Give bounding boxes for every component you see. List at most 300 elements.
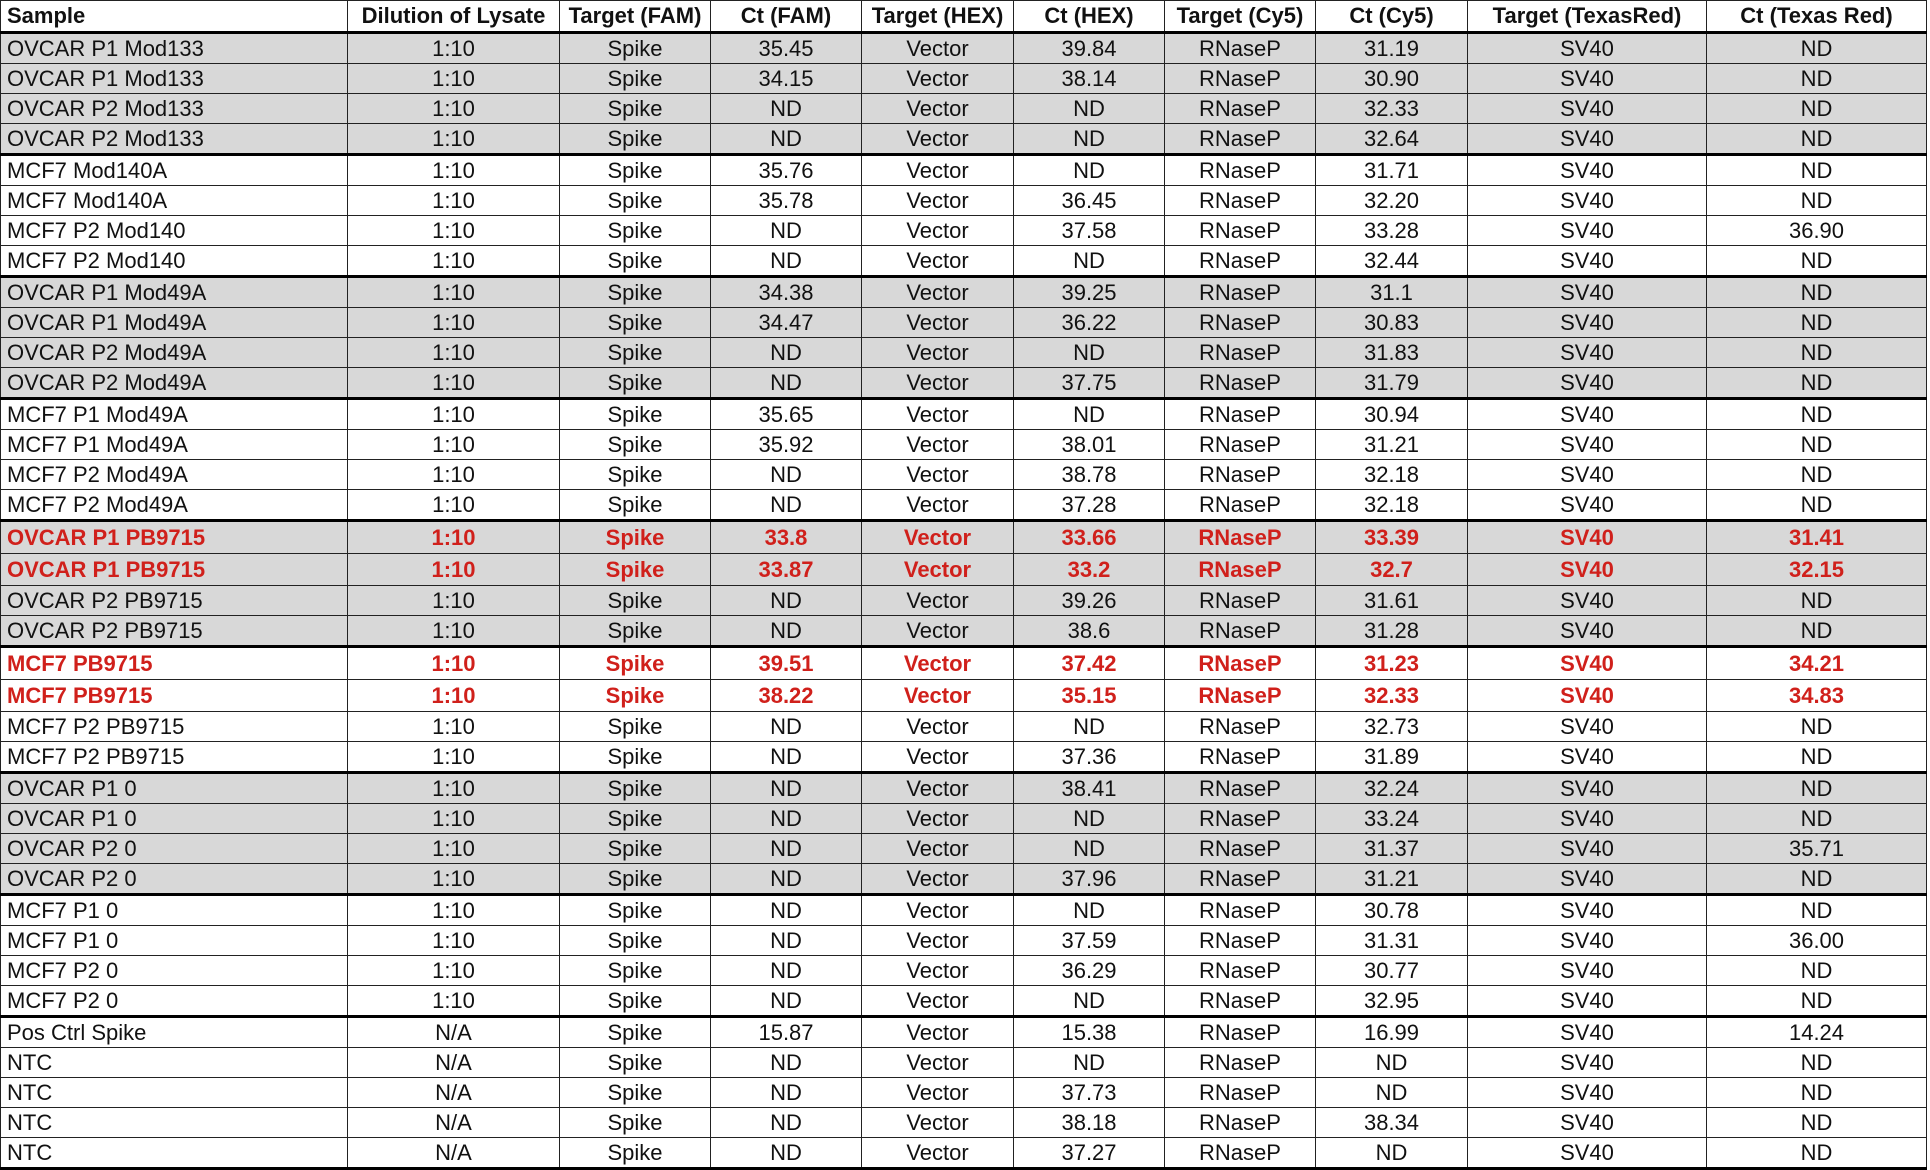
cell-ct-hex: 15.38 — [1014, 1017, 1165, 1048]
cell-target-cy5: RNaseP — [1165, 895, 1316, 926]
cell-target-cy5: RNaseP — [1165, 124, 1316, 155]
cell-ct-texasred: 36.90 — [1707, 216, 1927, 246]
cell-ct-texasred: ND — [1707, 490, 1927, 521]
cell-target-hex: Vector — [862, 1078, 1014, 1108]
cell-ct-cy5: 31.1 — [1316, 277, 1468, 308]
cell-sample: OVCAR P2 PB9715 — [1, 586, 348, 616]
cell-ct-cy5: 32.73 — [1316, 712, 1468, 742]
cell-ct-hex: 36.22 — [1014, 308, 1165, 338]
column-header-target-cy5: Target (Cy5) — [1165, 1, 1316, 33]
cell-ct-hex: 37.73 — [1014, 1078, 1165, 1108]
cell-target-fam: Spike — [560, 155, 711, 186]
table-row — [1, 680, 1927, 712]
cell-target-fam: Spike — [560, 616, 711, 647]
cell-dilution: 1:10 — [348, 956, 560, 986]
cell-target-texasred: SV40 — [1468, 712, 1707, 742]
cell-target-fam: Spike — [560, 338, 711, 368]
cell-ct-texasred: ND — [1707, 33, 1927, 64]
cell-ct-texasred: ND — [1707, 399, 1927, 430]
cell-target-fam: Spike — [560, 742, 711, 773]
cell-ct-fam: ND — [711, 956, 862, 986]
table-row — [1, 1048, 1927, 1078]
table-row — [1, 834, 1927, 864]
table-row — [1, 277, 1927, 308]
cell-ct-cy5: 16.99 — [1316, 1017, 1468, 1048]
cell-target-cy5: RNaseP — [1165, 986, 1316, 1017]
cell-target-fam: Spike — [560, 586, 711, 616]
cell-dilution: 1:10 — [348, 430, 560, 460]
cell-ct-texasred: ND — [1707, 864, 1927, 895]
cell-target-texasred: SV40 — [1468, 804, 1707, 834]
cell-ct-hex: 38.14 — [1014, 64, 1165, 94]
cell-target-hex: Vector — [862, 834, 1014, 864]
cell-ct-cy5: 31.89 — [1316, 742, 1468, 773]
cell-target-cy5: RNaseP — [1165, 338, 1316, 368]
cell-sample: MCF7 P1 0 — [1, 926, 348, 956]
cell-sample: OVCAR P2 Mod49A — [1, 338, 348, 368]
cell-sample: MCF7 P2 Mod49A — [1, 460, 348, 490]
cell-ct-cy5: 32.18 — [1316, 460, 1468, 490]
column-header-ct-texasred: Ct (Texas Red) — [1707, 1, 1927, 33]
cell-ct-texasred: ND — [1707, 155, 1927, 186]
cell-target-texasred: SV40 — [1468, 430, 1707, 460]
cell-target-hex: Vector — [862, 308, 1014, 338]
cell-dilution: 1:10 — [348, 155, 560, 186]
cell-target-fam: Spike — [560, 94, 711, 124]
cell-sample: MCF7 Mod140A — [1, 186, 348, 216]
cell-target-hex: Vector — [862, 647, 1014, 680]
cell-dilution: 1:10 — [348, 277, 560, 308]
cell-target-fam: Spike — [560, 186, 711, 216]
cell-dilution: 1:10 — [348, 124, 560, 155]
cell-target-hex: Vector — [862, 33, 1014, 64]
cell-ct-fam: 35.92 — [711, 430, 862, 460]
cell-target-cy5: RNaseP — [1165, 460, 1316, 490]
cell-dilution: 1:10 — [348, 308, 560, 338]
cell-ct-hex: 39.84 — [1014, 33, 1165, 64]
cell-target-cy5: RNaseP — [1165, 521, 1316, 554]
cell-target-fam: Spike — [560, 1078, 711, 1108]
cell-target-texasred: SV40 — [1468, 647, 1707, 680]
cell-ct-texasred: ND — [1707, 1108, 1927, 1138]
cell-ct-hex: 37.75 — [1014, 368, 1165, 399]
table-row — [1, 1078, 1927, 1108]
cell-dilution: 1:10 — [348, 742, 560, 773]
cell-target-texasred: SV40 — [1468, 521, 1707, 554]
cell-ct-fam: 33.8 — [711, 521, 862, 554]
cell-sample: MCF7 Mod140A — [1, 155, 348, 186]
column-header-target-fam: Target (FAM) — [560, 1, 711, 33]
cell-dilution: 1:10 — [348, 368, 560, 399]
cell-dilution: 1:10 — [348, 216, 560, 246]
cell-ct-cy5: 31.31 — [1316, 926, 1468, 956]
cell-ct-fam: ND — [711, 926, 862, 956]
cell-ct-texasred: 32.15 — [1707, 554, 1927, 586]
cell-target-cy5: RNaseP — [1165, 368, 1316, 399]
cell-ct-cy5: 33.28 — [1316, 216, 1468, 246]
cell-target-fam: Spike — [560, 1108, 711, 1138]
cell-target-fam: Spike — [560, 986, 711, 1017]
cell-target-hex: Vector — [862, 94, 1014, 124]
cell-target-hex: Vector — [862, 246, 1014, 277]
cell-target-fam: Spike — [560, 1138, 711, 1169]
table-row — [1, 895, 1927, 926]
cell-target-fam: Spike — [560, 124, 711, 155]
cell-ct-hex: ND — [1014, 94, 1165, 124]
table-row — [1, 986, 1927, 1017]
table-row — [1, 1017, 1927, 1048]
table-row — [1, 742, 1927, 773]
cell-target-texasred: SV40 — [1468, 338, 1707, 368]
cell-dilution: 1:10 — [348, 804, 560, 834]
cell-sample: OVCAR P1 Mod49A — [1, 277, 348, 308]
cell-target-hex: Vector — [862, 124, 1014, 155]
cell-target-fam: Spike — [560, 956, 711, 986]
cell-target-texasred: SV40 — [1468, 864, 1707, 895]
cell-ct-hex: ND — [1014, 124, 1165, 155]
cell-target-fam: Spike — [560, 864, 711, 895]
cell-target-hex: Vector — [862, 616, 1014, 647]
cell-target-hex: Vector — [862, 956, 1014, 986]
cell-target-hex: Vector — [862, 1048, 1014, 1078]
header-row — [1, 1, 1927, 33]
cell-target-fam: Spike — [560, 246, 711, 277]
cell-ct-cy5: 31.21 — [1316, 430, 1468, 460]
cell-target-hex: Vector — [862, 926, 1014, 956]
cell-target-cy5: RNaseP — [1165, 616, 1316, 647]
cell-ct-texasred: ND — [1707, 430, 1927, 460]
cell-sample: NTC — [1, 1048, 348, 1078]
cell-dilution: 1:10 — [348, 490, 560, 521]
cell-ct-hex: ND — [1014, 895, 1165, 926]
cell-ct-fam: ND — [711, 864, 862, 895]
table-row — [1, 773, 1927, 804]
table-row — [1, 430, 1927, 460]
cell-ct-texasred: ND — [1707, 368, 1927, 399]
cell-ct-hex: 37.58 — [1014, 216, 1165, 246]
cell-dilution: N/A — [348, 1017, 560, 1048]
cell-target-texasred: SV40 — [1468, 773, 1707, 804]
table-body — [1, 33, 1927, 1169]
cell-target-cy5: RNaseP — [1165, 155, 1316, 186]
cell-ct-cy5: ND — [1316, 1078, 1468, 1108]
cell-sample: OVCAR P1 PB9715 — [1, 521, 348, 554]
cell-ct-fam: 34.47 — [711, 308, 862, 338]
cell-target-fam: Spike — [560, 521, 711, 554]
cell-target-texasred: SV40 — [1468, 834, 1707, 864]
cell-dilution: 1:10 — [348, 338, 560, 368]
column-header-dilution: Dilution of Lysate — [348, 1, 560, 33]
cell-ct-texasred: 14.24 — [1707, 1017, 1927, 1048]
cell-target-cy5: RNaseP — [1165, 864, 1316, 895]
cell-sample: OVCAR P2 PB9715 — [1, 616, 348, 647]
table-row — [1, 338, 1927, 368]
cell-ct-fam: ND — [711, 1138, 862, 1169]
cell-ct-fam: ND — [711, 986, 862, 1017]
cell-ct-cy5: 31.23 — [1316, 647, 1468, 680]
cell-target-hex: Vector — [862, 155, 1014, 186]
cell-ct-hex: 37.27 — [1014, 1138, 1165, 1169]
table-row — [1, 33, 1927, 64]
cell-target-texasred: SV40 — [1468, 586, 1707, 616]
cell-sample: OVCAR P1 Mod133 — [1, 33, 348, 64]
cell-target-fam: Spike — [560, 647, 711, 680]
column-header-target-texasred: Target (TexasRed) — [1468, 1, 1707, 33]
cell-target-cy5: RNaseP — [1165, 956, 1316, 986]
cell-ct-hex: 38.6 — [1014, 616, 1165, 647]
cell-ct-hex: ND — [1014, 1048, 1165, 1078]
cell-sample: MCF7 P2 Mod49A — [1, 490, 348, 521]
cell-ct-fam: ND — [711, 246, 862, 277]
cell-ct-fam: ND — [711, 460, 862, 490]
cell-ct-hex: 33.66 — [1014, 521, 1165, 554]
cell-ct-fam: ND — [711, 368, 862, 399]
cell-sample: MCF7 P2 0 — [1, 986, 348, 1017]
cell-target-hex: Vector — [862, 277, 1014, 308]
cell-ct-cy5: 32.33 — [1316, 94, 1468, 124]
cell-sample: OVCAR P2 Mod49A — [1, 368, 348, 399]
cell-sample: OVCAR P2 0 — [1, 834, 348, 864]
cell-ct-cy5: 32.95 — [1316, 986, 1468, 1017]
table-row — [1, 490, 1927, 521]
cell-ct-hex: ND — [1014, 246, 1165, 277]
cell-ct-fam: 38.22 — [711, 680, 862, 712]
cell-ct-texasred: ND — [1707, 712, 1927, 742]
cell-sample: OVCAR P1 PB9715 — [1, 554, 348, 586]
cell-ct-hex: 37.96 — [1014, 864, 1165, 895]
cell-ct-texasred: ND — [1707, 186, 1927, 216]
cell-ct-cy5: 31.19 — [1316, 33, 1468, 64]
cell-target-hex: Vector — [862, 986, 1014, 1017]
cell-ct-hex: 35.15 — [1014, 680, 1165, 712]
cell-target-texasred: SV40 — [1468, 246, 1707, 277]
cell-ct-cy5: ND — [1316, 1138, 1468, 1169]
table-row — [1, 586, 1927, 616]
cell-target-cy5: RNaseP — [1165, 246, 1316, 277]
cell-ct-fam: 34.15 — [711, 64, 862, 94]
cell-ct-hex: 37.28 — [1014, 490, 1165, 521]
cell-sample: MCF7 P1 Mod49A — [1, 399, 348, 430]
cell-ct-hex: 38.18 — [1014, 1108, 1165, 1138]
cell-ct-hex: 38.78 — [1014, 460, 1165, 490]
cell-ct-texasred: 31.41 — [1707, 521, 1927, 554]
cell-sample: MCF7 PB9715 — [1, 647, 348, 680]
cell-ct-cy5: 32.18 — [1316, 490, 1468, 521]
cell-target-hex: Vector — [862, 399, 1014, 430]
cell-target-fam: Spike — [560, 399, 711, 430]
cell-dilution: 1:10 — [348, 926, 560, 956]
cell-target-texasred: SV40 — [1468, 895, 1707, 926]
cell-target-cy5: RNaseP — [1165, 554, 1316, 586]
cell-ct-cy5: 31.83 — [1316, 338, 1468, 368]
cell-ct-fam: ND — [711, 773, 862, 804]
table-row — [1, 616, 1927, 647]
cell-target-fam: Spike — [560, 554, 711, 586]
cell-ct-fam: 35.65 — [711, 399, 862, 430]
cell-target-texasred: SV40 — [1468, 94, 1707, 124]
table-row — [1, 368, 1927, 399]
cell-target-texasred: SV40 — [1468, 1017, 1707, 1048]
cell-ct-cy5: 33.24 — [1316, 804, 1468, 834]
cell-ct-cy5: 30.94 — [1316, 399, 1468, 430]
cell-target-hex: Vector — [862, 521, 1014, 554]
cell-dilution: 1:10 — [348, 864, 560, 895]
cell-ct-fam: 35.45 — [711, 33, 862, 64]
cell-ct-texasred: ND — [1707, 773, 1927, 804]
cell-ct-fam: 15.87 — [711, 1017, 862, 1048]
cell-target-cy5: RNaseP — [1165, 773, 1316, 804]
cell-target-cy5: RNaseP — [1165, 277, 1316, 308]
cell-target-fam: Spike — [560, 712, 711, 742]
cell-ct-hex: ND — [1014, 155, 1165, 186]
cell-target-texasred: SV40 — [1468, 1048, 1707, 1078]
cell-sample: MCF7 P1 0 — [1, 895, 348, 926]
cell-ct-hex: 37.42 — [1014, 647, 1165, 680]
table-row — [1, 647, 1927, 680]
cell-dilution: N/A — [348, 1078, 560, 1108]
cell-target-fam: Spike — [560, 460, 711, 490]
cell-dilution: 1:10 — [348, 773, 560, 804]
cell-ct-texasred: ND — [1707, 1138, 1927, 1169]
cell-target-fam: Spike — [560, 368, 711, 399]
cell-ct-texasred: ND — [1707, 616, 1927, 647]
cell-target-texasred: SV40 — [1468, 742, 1707, 773]
table-header — [1, 1, 1927, 33]
cell-ct-fam: ND — [711, 216, 862, 246]
cell-ct-fam: ND — [711, 895, 862, 926]
cell-sample: NTC — [1, 1078, 348, 1108]
cell-ct-hex: ND — [1014, 804, 1165, 834]
cell-target-texasred: SV40 — [1468, 33, 1707, 64]
cell-ct-texasred: 36.00 — [1707, 926, 1927, 956]
cell-ct-cy5: 30.78 — [1316, 895, 1468, 926]
cell-target-texasred: SV40 — [1468, 368, 1707, 399]
cell-ct-fam: ND — [711, 124, 862, 155]
cell-dilution: 1:10 — [348, 895, 560, 926]
cell-ct-hex: 38.01 — [1014, 430, 1165, 460]
cell-ct-hex: 36.29 — [1014, 956, 1165, 986]
cell-ct-texasred: ND — [1707, 246, 1927, 277]
cell-ct-fam: ND — [711, 1078, 862, 1108]
table-row — [1, 64, 1927, 94]
cell-target-cy5: RNaseP — [1165, 926, 1316, 956]
cell-ct-fam: ND — [711, 94, 862, 124]
cell-target-hex: Vector — [862, 490, 1014, 521]
cell-ct-cy5: 31.37 — [1316, 834, 1468, 864]
cell-target-texasred: SV40 — [1468, 926, 1707, 956]
table-row — [1, 864, 1927, 895]
cell-ct-texasred: ND — [1707, 1048, 1927, 1078]
cell-ct-cy5: 32.44 — [1316, 246, 1468, 277]
table-row — [1, 460, 1927, 490]
cell-ct-fam: ND — [711, 1048, 862, 1078]
cell-target-cy5: RNaseP — [1165, 647, 1316, 680]
cell-dilution: 1:10 — [348, 94, 560, 124]
cell-ct-texasred: ND — [1707, 338, 1927, 368]
cell-target-cy5: RNaseP — [1165, 586, 1316, 616]
cell-target-hex: Vector — [862, 64, 1014, 94]
cell-target-cy5: RNaseP — [1165, 1108, 1316, 1138]
cell-ct-cy5: 30.83 — [1316, 308, 1468, 338]
column-header-sample: Sample — [1, 1, 348, 33]
cell-sample: MCF7 P2 PB9715 — [1, 712, 348, 742]
cell-ct-fam: ND — [711, 742, 862, 773]
cell-sample: MCF7 P1 Mod49A — [1, 430, 348, 460]
table-row — [1, 308, 1927, 338]
cell-ct-texasred: 34.83 — [1707, 680, 1927, 712]
cell-ct-hex: ND — [1014, 986, 1165, 1017]
cell-ct-texasred: 35.71 — [1707, 834, 1927, 864]
table-row — [1, 926, 1927, 956]
cell-target-fam: Spike — [560, 33, 711, 64]
cell-sample: OVCAR P2 Mod133 — [1, 124, 348, 155]
cell-ct-hex: ND — [1014, 399, 1165, 430]
cell-target-texasred: SV40 — [1468, 490, 1707, 521]
cell-ct-hex: 37.36 — [1014, 742, 1165, 773]
cell-ct-fam: ND — [711, 804, 862, 834]
cell-target-texasred: SV40 — [1468, 216, 1707, 246]
cell-target-texasred: SV40 — [1468, 1078, 1707, 1108]
cell-target-hex: Vector — [862, 895, 1014, 926]
table-row — [1, 554, 1927, 586]
cell-target-fam: Spike — [560, 926, 711, 956]
cell-ct-cy5: 32.20 — [1316, 186, 1468, 216]
cell-target-texasred: SV40 — [1468, 680, 1707, 712]
table-row — [1, 155, 1927, 186]
cell-ct-cy5: 31.21 — [1316, 864, 1468, 895]
cell-target-hex: Vector — [862, 1108, 1014, 1138]
cell-ct-fam: ND — [711, 338, 862, 368]
cell-ct-texasred: ND — [1707, 1078, 1927, 1108]
cell-ct-hex: 33.2 — [1014, 554, 1165, 586]
cell-ct-texasred: ND — [1707, 586, 1927, 616]
cell-sample: MCF7 PB9715 — [1, 680, 348, 712]
cell-sample: MCF7 P2 0 — [1, 956, 348, 986]
cell-target-cy5: RNaseP — [1165, 742, 1316, 773]
table-row — [1, 216, 1927, 246]
cell-sample: OVCAR P2 Mod133 — [1, 94, 348, 124]
cell-target-hex: Vector — [862, 1138, 1014, 1169]
cell-ct-texasred: ND — [1707, 94, 1927, 124]
cell-target-cy5: RNaseP — [1165, 64, 1316, 94]
cell-ct-hex: 38.41 — [1014, 773, 1165, 804]
cell-ct-cy5: 31.71 — [1316, 155, 1468, 186]
cell-dilution: 1:10 — [348, 460, 560, 490]
cell-ct-hex: 39.25 — [1014, 277, 1165, 308]
cell-sample: OVCAR P1 Mod49A — [1, 308, 348, 338]
cell-ct-cy5: 30.77 — [1316, 956, 1468, 986]
cell-target-texasred: SV40 — [1468, 956, 1707, 986]
cell-target-fam: Spike — [560, 490, 711, 521]
cell-target-hex: Vector — [862, 368, 1014, 399]
cell-target-cy5: RNaseP — [1165, 1048, 1316, 1078]
cell-sample: MCF7 P2 PB9715 — [1, 742, 348, 773]
cell-ct-cy5: 38.34 — [1316, 1108, 1468, 1138]
cell-target-cy5: RNaseP — [1165, 308, 1316, 338]
cell-ct-cy5: 32.33 — [1316, 680, 1468, 712]
cell-ct-fam: 33.87 — [711, 554, 862, 586]
cell-target-texasred: SV40 — [1468, 155, 1707, 186]
cell-ct-cy5: 32.24 — [1316, 773, 1468, 804]
cell-ct-texasred: ND — [1707, 742, 1927, 773]
cell-target-texasred: SV40 — [1468, 460, 1707, 490]
cell-ct-texasred: 34.21 — [1707, 647, 1927, 680]
cell-target-hex: Vector — [862, 773, 1014, 804]
cell-ct-fam: ND — [711, 586, 862, 616]
cell-target-hex: Vector — [862, 216, 1014, 246]
cell-ct-hex: ND — [1014, 712, 1165, 742]
cell-ct-texasred: ND — [1707, 804, 1927, 834]
